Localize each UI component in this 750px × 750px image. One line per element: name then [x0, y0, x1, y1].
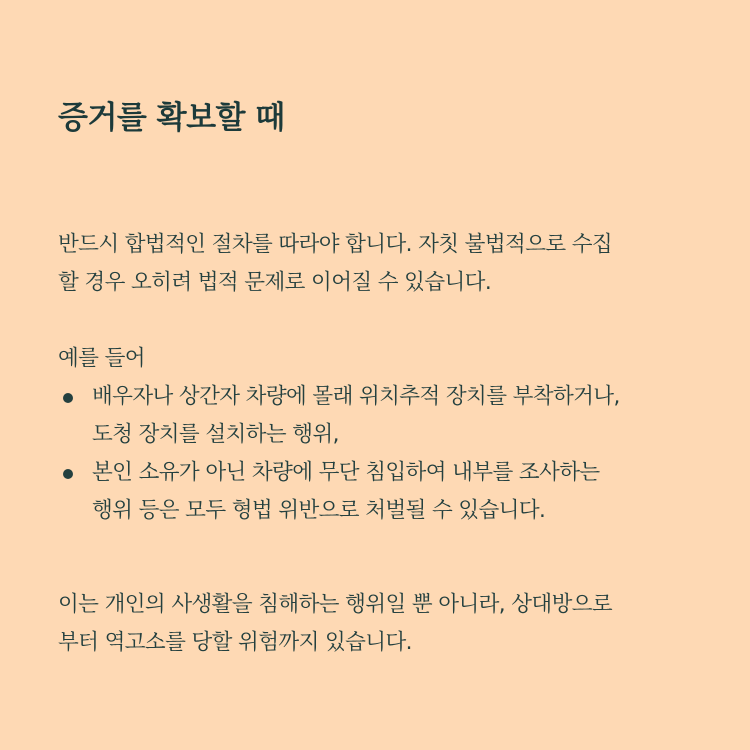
- closing-line: 이는 개인의 사생활을 침해하는 행위일 뿐 아니라, 상대방으로: [58, 592, 613, 617]
- examples-section: [58, 340, 708, 530]
- bullet-dot-icon: [63, 393, 73, 403]
- examples-list: [58, 378, 708, 530]
- list-item: [58, 378, 708, 454]
- page-title: 증거를 확보할 때: [58, 100, 285, 136]
- closing-paragraph: [58, 586, 708, 662]
- examples-heading: 예를 들어: [58, 346, 145, 371]
- bullet-dot-icon: [63, 469, 73, 479]
- intro-paragraph: [58, 226, 708, 302]
- list-item-line: 본인 소유가 아닌 차량에 무단 침입하여 내부를 조사하는: [92, 460, 600, 485]
- list-item-line: 도청 장치를 설치하는 행위,: [92, 422, 339, 447]
- list-item: [58, 454, 708, 530]
- intro-line: 할 경우 오히려 법적 문제로 이어질 수 있습니다.: [58, 270, 492, 295]
- intro-line: 반드시 합법적인 절차를 따라야 합니다. 자칫 불법적으로 수집: [58, 232, 613, 257]
- closing-line: 부터 역고소를 당할 위험까지 있습니다.: [58, 630, 412, 655]
- list-item-line: 배우자나 상간자 차량에 몰래 위치추적 장치를 부착하거나,: [92, 384, 620, 409]
- list-item-line: 행위 등은 모두 형법 위반으로 처벌될 수 있습니다.: [92, 498, 546, 523]
